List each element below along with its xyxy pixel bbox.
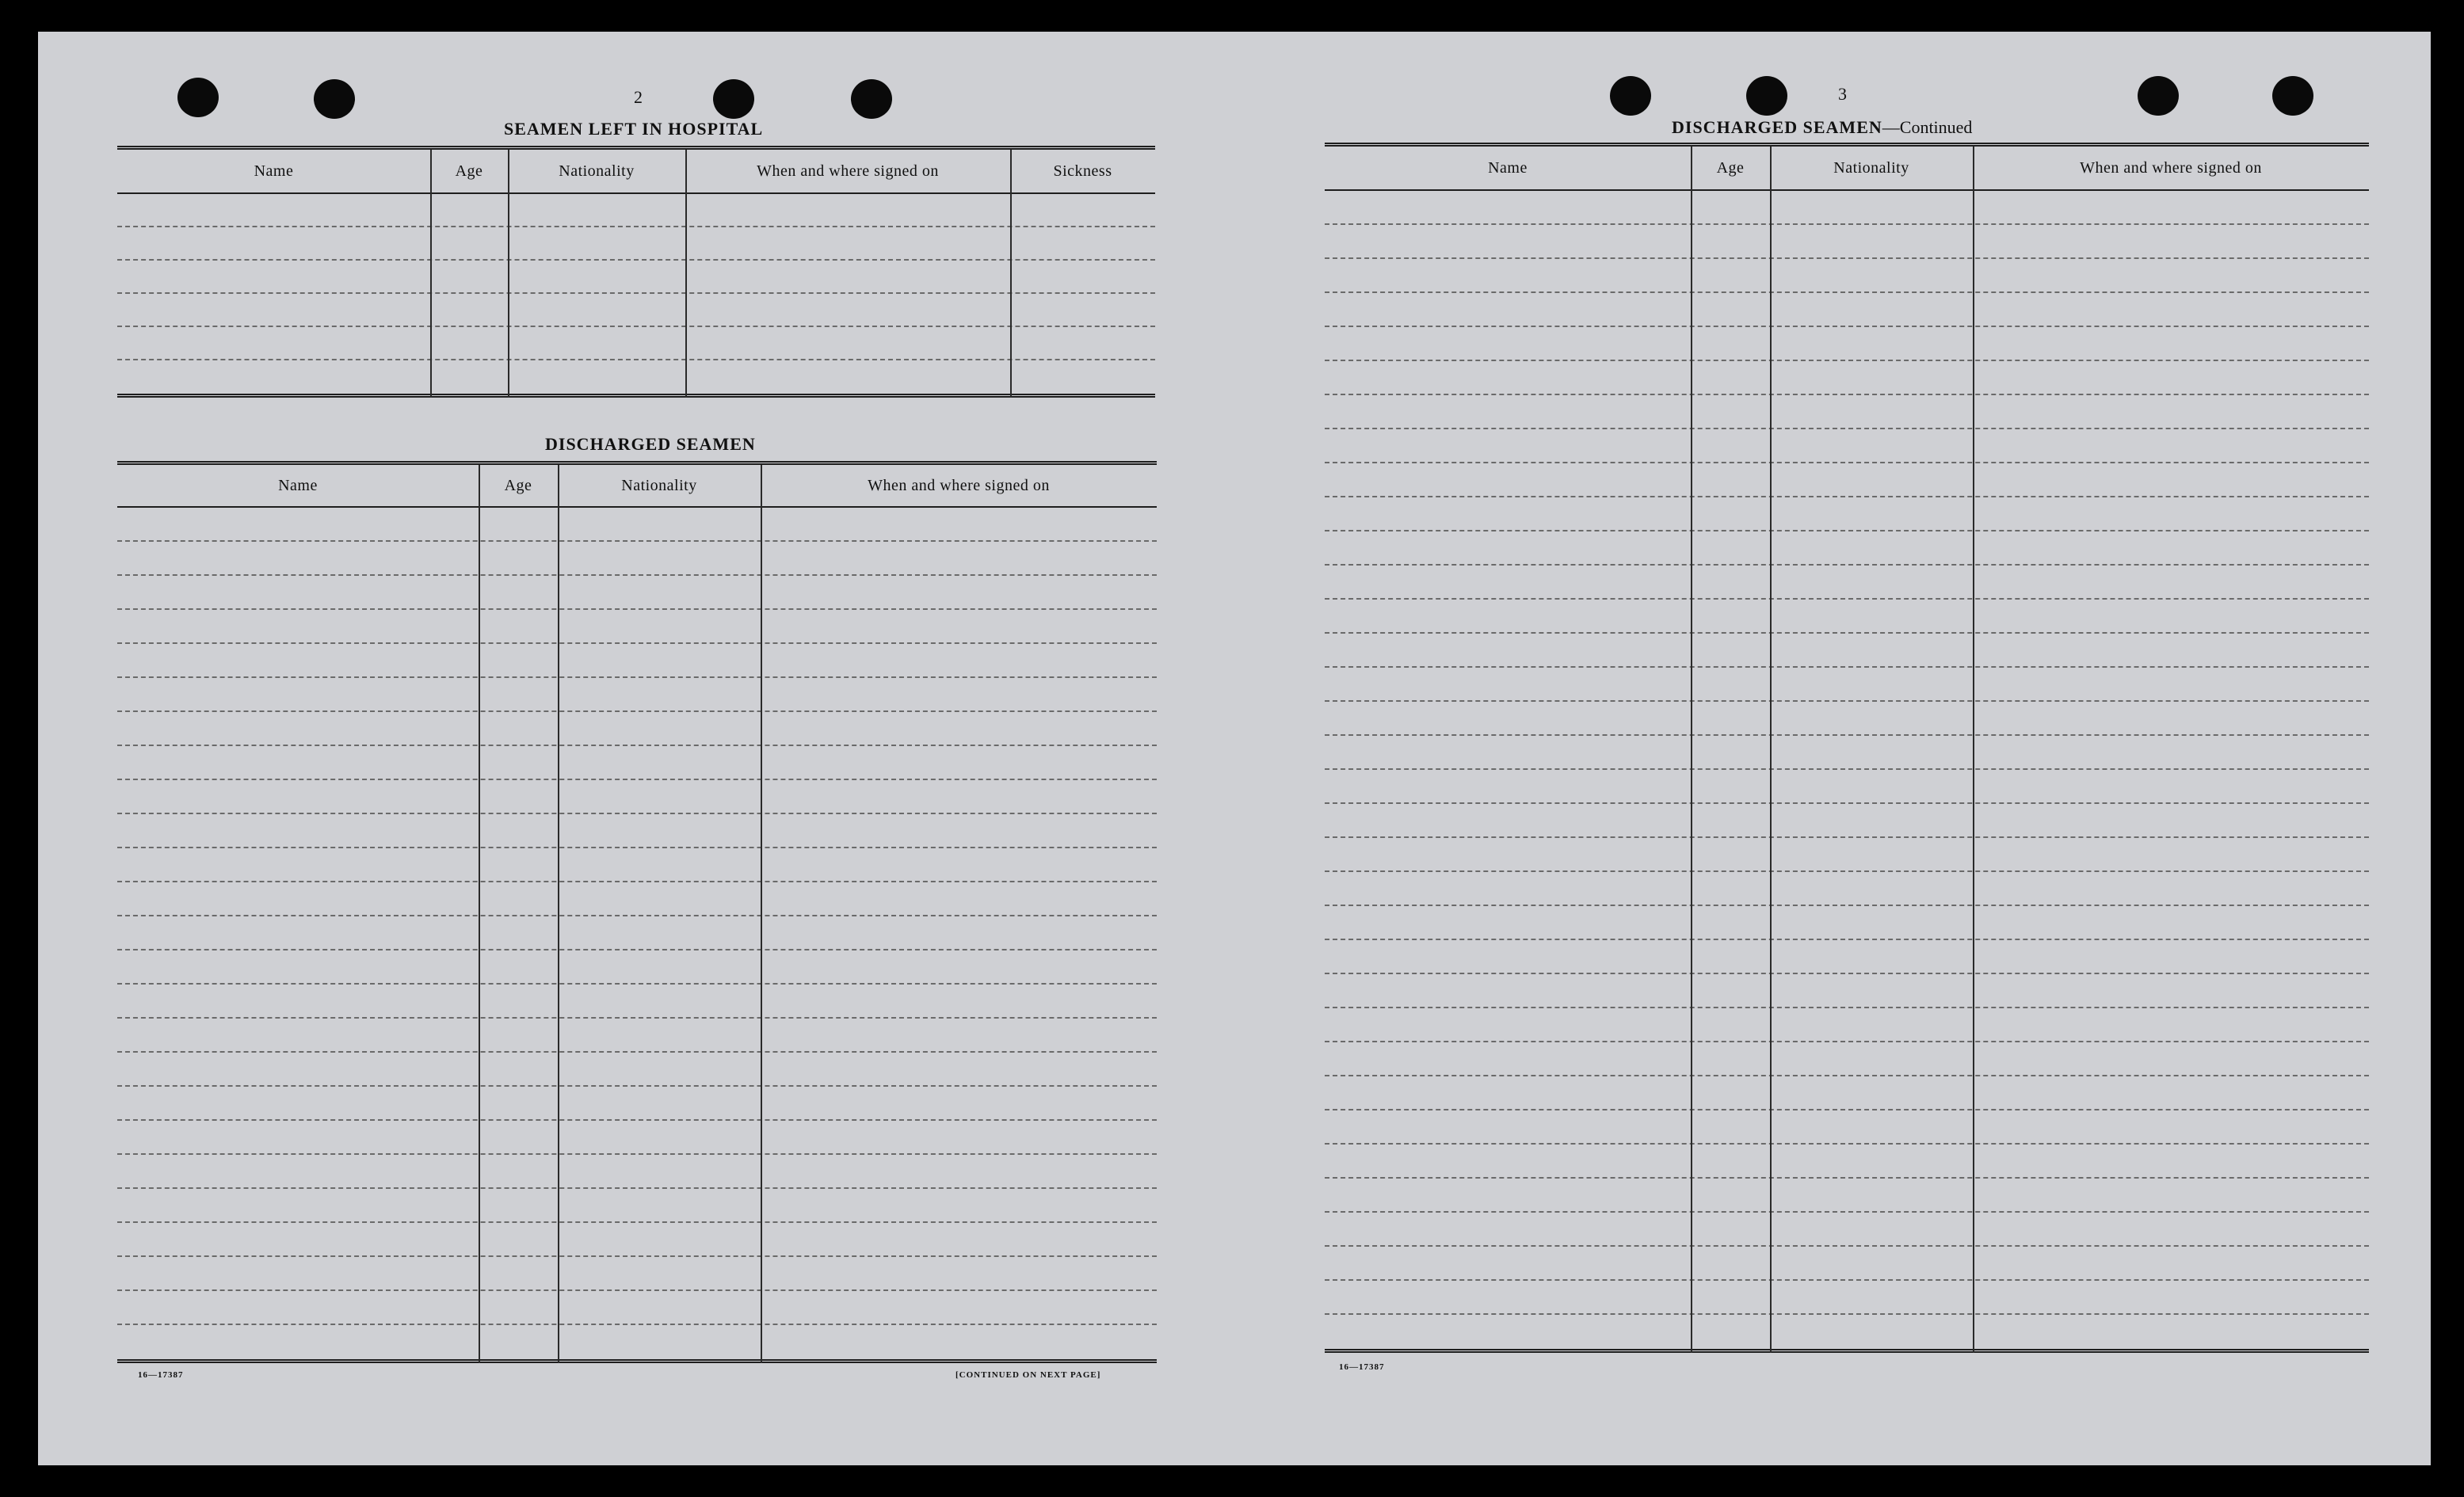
table-row[interactable] <box>1325 770 2369 804</box>
table-row[interactable] <box>1325 1076 2369 1110</box>
table-row[interactable] <box>1325 804 2369 838</box>
table-row[interactable] <box>1325 566 2369 600</box>
table-row[interactable] <box>117 1257 1157 1291</box>
table-row[interactable] <box>1325 259 2369 293</box>
table-row[interactable] <box>117 678 1157 712</box>
table-row[interactable] <box>1325 1042 2369 1076</box>
table-row[interactable] <box>1325 429 2369 463</box>
table-row[interactable] <box>1325 293 2369 327</box>
table-row[interactable] <box>117 985 1157 1019</box>
table-row[interactable] <box>117 1087 1157 1121</box>
column-header-when-where: When and where signed on <box>2080 158 2262 177</box>
table-row[interactable] <box>117 360 1155 394</box>
table-row[interactable] <box>117 780 1157 814</box>
table-row[interactable] <box>117 508 1157 542</box>
page-number-right: 3 <box>1838 84 1847 104</box>
table-row[interactable] <box>1325 668 2369 702</box>
column-divider <box>1010 150 1012 398</box>
table-row[interactable] <box>117 294 1155 327</box>
column-header-name: Name <box>254 162 294 180</box>
punch-hole-icon <box>1746 76 1787 116</box>
discharged-rows-left <box>117 508 1157 1363</box>
table-row[interactable] <box>1325 191 2369 225</box>
table-row[interactable] <box>117 848 1157 882</box>
table-row[interactable] <box>117 712 1157 746</box>
table-row[interactable] <box>1325 906 2369 940</box>
table-row[interactable] <box>117 1121 1157 1155</box>
table-row[interactable] <box>117 542 1157 576</box>
discharged-section-title: DISCHARGED SEAMEN <box>545 434 756 454</box>
column-header-age: Age <box>1716 158 1745 177</box>
table-row[interactable] <box>117 576 1157 610</box>
column-header-when-where: When and where signed on <box>868 476 1050 494</box>
column-divider <box>508 150 509 398</box>
column-header-age: Age <box>455 162 483 180</box>
table-row[interactable] <box>1325 1145 2369 1179</box>
table-row[interactable] <box>1325 1281 2369 1315</box>
table-row[interactable] <box>117 746 1157 780</box>
table-row[interactable] <box>117 1325 1157 1359</box>
title-continued: —Continued <box>1882 117 1973 137</box>
table-row[interactable] <box>1325 1247 2369 1281</box>
column-header-nationality: Nationality <box>559 162 635 180</box>
table-row[interactable] <box>1325 838 2369 872</box>
column-divider <box>430 150 432 398</box>
column-divider <box>558 465 559 1363</box>
table-row[interactable] <box>1325 463 2369 497</box>
punch-hole-icon <box>1610 76 1651 116</box>
column-divider <box>1691 147 1692 1353</box>
table-row[interactable] <box>1325 634 2369 668</box>
column-header-age: Age <box>504 476 532 494</box>
table-row[interactable] <box>1325 1110 2369 1145</box>
column-divider <box>1973 147 1974 1353</box>
column-header-sickness: Sickness <box>1053 162 1112 180</box>
punch-hole-icon <box>177 78 219 117</box>
punch-hole-icon <box>2138 76 2179 116</box>
table-row[interactable] <box>1325 872 2369 906</box>
table-row[interactable] <box>117 644 1157 678</box>
table-row[interactable] <box>117 1189 1157 1223</box>
table-row[interactable] <box>1325 395 2369 429</box>
discharged-rows-right <box>1325 191 2369 1353</box>
table-row[interactable] <box>1325 497 2369 531</box>
table-row[interactable] <box>117 882 1157 916</box>
table-row[interactable] <box>117 1155 1157 1189</box>
table-row[interactable] <box>117 1053 1157 1087</box>
column-header-nationality: Nationality <box>1833 158 1909 177</box>
form-number-left: 16—17387 <box>138 1370 184 1380</box>
discharged-continued-title <box>1672 117 1972 138</box>
table-row[interactable] <box>1325 327 2369 361</box>
table-row[interactable] <box>1325 940 2369 974</box>
table-row[interactable] <box>1325 1213 2369 1247</box>
table-row[interactable] <box>117 1019 1157 1053</box>
table-row[interactable] <box>117 610 1157 644</box>
table-row[interactable] <box>1325 1179 2369 1213</box>
column-divider <box>761 465 762 1363</box>
page-number-left: 2 <box>634 87 643 107</box>
table-row[interactable] <box>117 1291 1157 1325</box>
punch-hole-icon <box>851 79 892 119</box>
table-row[interactable] <box>1325 1008 2369 1042</box>
table-row[interactable] <box>117 261 1155 294</box>
form-sheet <box>38 32 2431 1465</box>
table-row[interactable] <box>117 814 1157 848</box>
column-divider <box>479 465 480 1363</box>
table-row[interactable] <box>1325 1315 2369 1349</box>
table-row[interactable] <box>117 1223 1157 1257</box>
table-row[interactable] <box>1325 361 2369 395</box>
column-header-name: Name <box>1488 158 1528 177</box>
table-row[interactable] <box>1325 974 2369 1008</box>
table-row[interactable] <box>117 227 1155 261</box>
column-divider <box>1770 147 1772 1353</box>
table-row[interactable] <box>117 194 1155 227</box>
table-row[interactable] <box>1325 531 2369 566</box>
table-row[interactable] <box>1325 225 2369 259</box>
column-header-nationality: Nationality <box>621 476 697 494</box>
discharged-table-right <box>1325 143 2369 1353</box>
column-header-when-where: When and where signed on <box>757 162 939 180</box>
punch-hole-icon <box>713 79 754 119</box>
hospital-table <box>117 146 1155 398</box>
continued-note: [CONTINUED ON NEXT PAGE] <box>955 1370 1101 1380</box>
discharged-table-left <box>117 461 1157 1363</box>
table-row[interactable] <box>117 950 1157 985</box>
punch-hole-icon <box>2272 76 2313 116</box>
hospital-rows <box>117 194 1155 398</box>
table-row[interactable] <box>117 916 1157 950</box>
title-main: DISCHARGED SEAMEN <box>1672 117 1882 137</box>
form-number-right: 16—17387 <box>1339 1362 1385 1372</box>
column-header-name: Name <box>278 476 318 494</box>
punch-hole-icon <box>314 79 355 119</box>
column-divider <box>685 150 687 398</box>
table-row[interactable] <box>1325 702 2369 736</box>
table-row[interactable] <box>1325 736 2369 770</box>
hospital-section-title: SEAMEN LEFT IN HOSPITAL <box>504 119 764 139</box>
table-row[interactable] <box>117 327 1155 360</box>
table-row[interactable] <box>1325 600 2369 634</box>
